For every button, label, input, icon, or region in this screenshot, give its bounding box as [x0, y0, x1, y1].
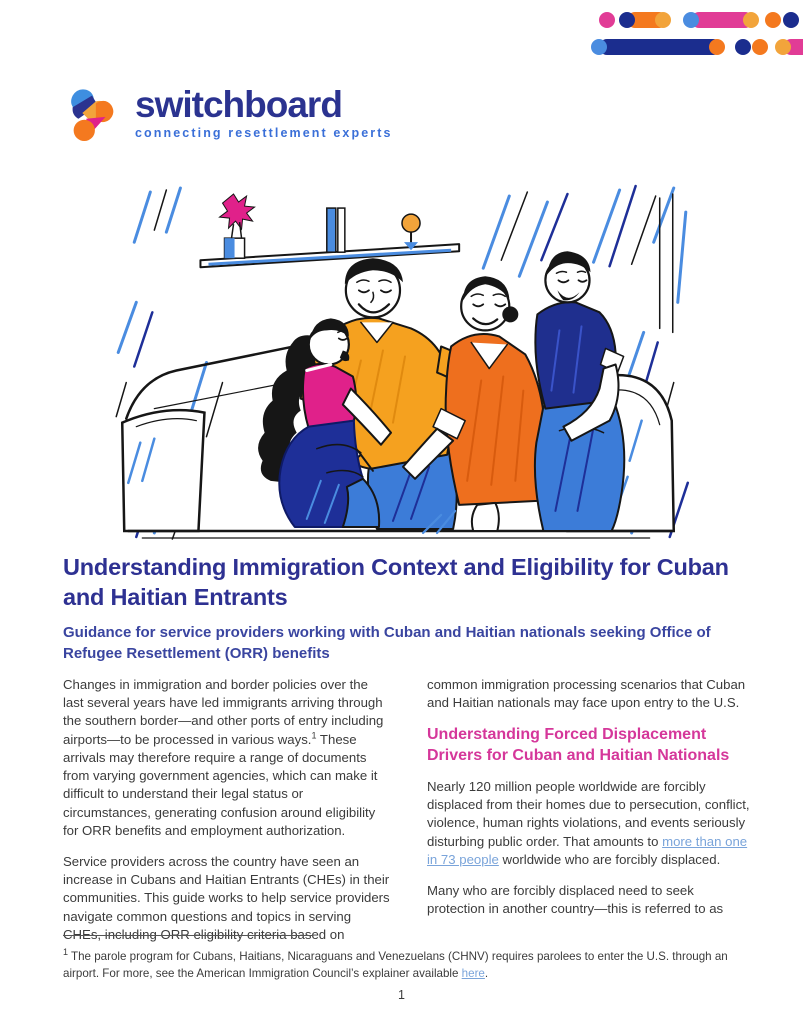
decorative-dot-band — [591, 12, 803, 60]
left-column — [63, 676, 391, 957]
page-number: 1 — [398, 988, 405, 1002]
paragraph-4-text: Nearly 120 million people worldwide are forcibly displaced from their homes due to persecution, conflict, violence, human rights violations, and events seriously disturbing public order. That amounts to — [427, 779, 750, 849]
paragraph-1 — [63, 676, 391, 840]
page-title: Understanding Immigration Context and Eligibility for Cuban and Haitian Entrants — [63, 554, 729, 611]
statistic-link[interactable]: more than one in 73 people — [427, 833, 748, 867]
footnote-reference-1: 1 — [311, 730, 317, 741]
right-column — [427, 676, 755, 957]
logo-tagline: connecting resettlement experts — [135, 126, 393, 140]
footnote-divider — [63, 935, 313, 936]
paragraph-5: Many who are forcibly displaced need to seek protection in another country—this is referred to as — [427, 883, 724, 917]
switchboard-logo-mark-icon — [63, 84, 121, 147]
switchboard-logo — [63, 84, 393, 147]
paragraph-4-continued: worldwide who are forcibly displaced. — [498, 851, 721, 867]
page-subtitle: Guidance for service providers working with Cuban and Haitian nationals seeking Office of Refugee Resettlement (ORR) benefits — [63, 624, 711, 662]
footnote-link[interactable]: here — [461, 967, 485, 981]
paragraph-1-text: Changes in immigration and border policies over the last several years have led immigrants arriving through the southern border—and other ports of entry including airports—to be processed in various ways. — [63, 677, 384, 747]
footnote-text: The parole program for Cubans, Haitians, Nicaraguans and Venezuelans (CHNV) requires parolees to enter the U.S. through an airport. For more, see the American Immigration Council’s explainer available — [63, 950, 728, 981]
dot-row-bottom — [591, 39, 803, 55]
paragraph-3: common immigration processing scenarios that Cuban and Haitian nationals may face upon entry to the U.S. — [427, 677, 746, 711]
section-heading: Understanding Forced Displacement Drivers for Cuban and Haitian Nationals — [427, 726, 730, 765]
paragraph-4 — [427, 778, 755, 869]
footnote-period: . — [484, 967, 489, 981]
footnote — [63, 948, 755, 983]
dot-row-top — [591, 12, 803, 28]
footnote-number: 1 — [63, 947, 69, 958]
paragraph-1-continued: These arrivals may therefore require a range of documents from varying government agencies, which can make it difficult to understand their legal status or circumstances, generating confusion around eligibility for ORR benefits and employment authorization. — [63, 731, 378, 838]
logo-wordmark: switchboard — [135, 84, 342, 125]
family-illustration — [110, 180, 692, 546]
body-columns — [63, 676, 755, 957]
paragraph-2: Service providers across the country have seen an increase in Cubans and Haitian Entrants (CHEs) in their communities. This guide works to help service providers navigate common questions and topics in serving CHEs, including ORR eligibility criteria based on — [63, 853, 390, 942]
